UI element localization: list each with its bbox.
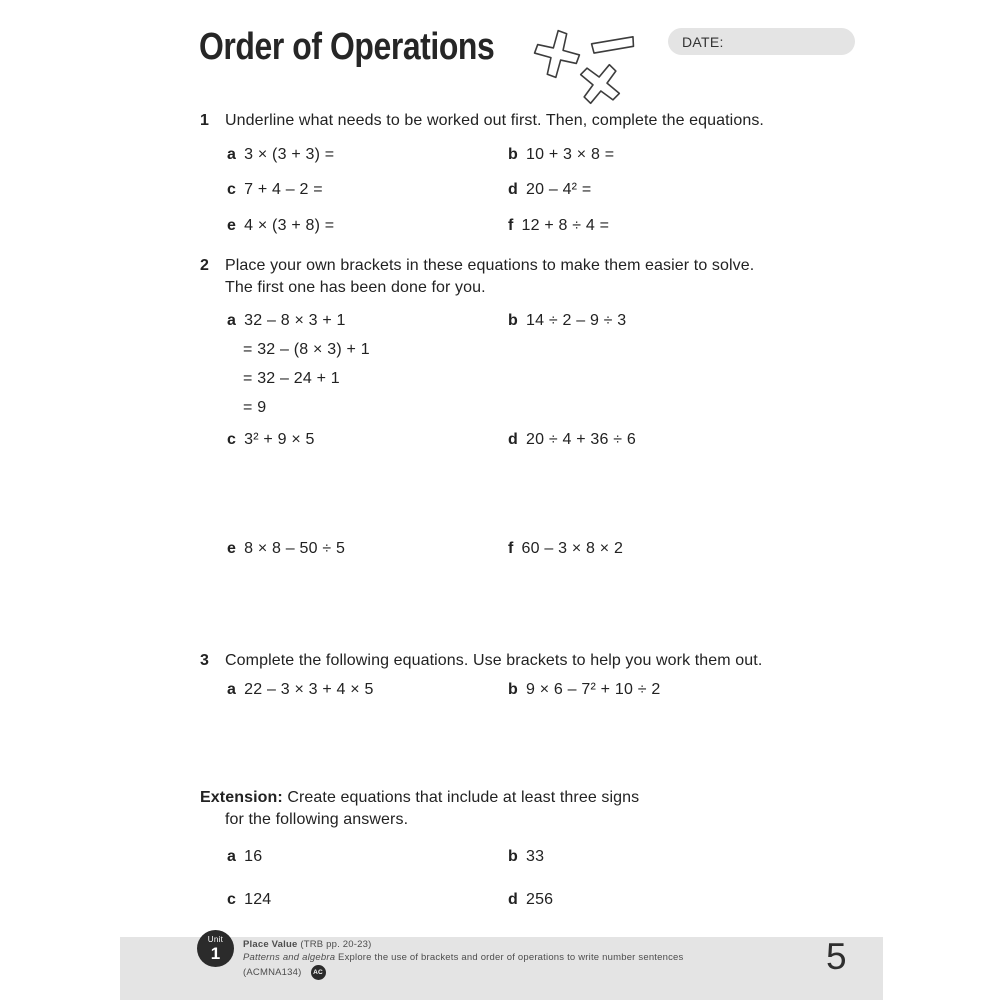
answer-item — [508, 891, 553, 909]
item-label: f — [508, 217, 514, 234]
extension-heading: Extension: — [200, 789, 283, 806]
page-title: Order of Operations — [199, 26, 495, 68]
extension-prompt-line: for the following answers. — [225, 811, 409, 828]
item-text: 22 – 3 × 3 + 4 × 5 — [244, 681, 374, 698]
item-text: 10 + 3 × 8 = — [525, 146, 615, 163]
item-label: f — [508, 540, 514, 557]
footer-strand — [243, 951, 684, 964]
item-text: 8 × 8 – 50 ÷ 5 — [244, 540, 346, 557]
item-text: 4 × (3 + 8) = — [244, 217, 335, 234]
item-label: b — [508, 681, 518, 698]
multiply-icon — [571, 55, 630, 109]
extension-prompt-text: Create equations that include at least three signs — [287, 789, 640, 806]
item-label: e — [227, 540, 237, 557]
item-text: 256 — [525, 891, 554, 908]
item-label: d — [508, 431, 518, 448]
equation-item — [227, 431, 315, 449]
question-prompt-line: Place your own brackets in these equations to make them easier to solve. — [225, 257, 755, 274]
equation-item — [508, 312, 626, 330]
item-label: c — [227, 431, 237, 448]
question-prompt: Complete the following equations. Use brackets to help you work them out. — [225, 652, 763, 669]
equation-item — [508, 540, 623, 558]
item-label: a — [227, 312, 237, 329]
footer-strand-desc: Explore the use of brackets and order of operations to write number sentences — [335, 952, 684, 963]
item-label: a — [227, 848, 237, 865]
item-label: b — [508, 848, 518, 865]
equation-item — [508, 681, 660, 699]
footer-strand-name: Patterns and algebra — [243, 952, 336, 963]
unit-number: 1 — [210, 943, 221, 963]
title-doodles — [523, 14, 653, 114]
equation-item — [508, 217, 609, 235]
equation-item — [227, 181, 323, 199]
ac-badge-icon: AC — [311, 965, 326, 980]
answer-item — [227, 848, 262, 866]
item-text: 14 ÷ 2 – 9 ÷ 3 — [525, 312, 627, 329]
plus-icon — [530, 26, 584, 81]
question-number: 3 — [200, 652, 209, 669]
equation-item — [227, 540, 345, 558]
equation-item — [508, 431, 636, 449]
item-text: 124 — [244, 891, 272, 908]
equation-item — [508, 181, 591, 199]
item-text: 9 × 6 – 7² + 10 ÷ 2 — [525, 681, 661, 698]
item-text: 12 + 8 ÷ 4 = — [521, 217, 610, 234]
date-field — [668, 28, 855, 55]
footer-topic-ref: (TRB pp. 20-23) — [297, 939, 372, 950]
equation-item — [227, 146, 334, 164]
date-label: DATE: — [682, 33, 724, 50]
page-number: 5 — [826, 936, 847, 977]
item-text: 20 – 4² = — [525, 181, 592, 198]
unit-badge — [197, 930, 234, 967]
equation-item — [227, 217, 334, 235]
item-text: 32 – 8 × 3 + 1 — [244, 312, 346, 329]
item-text: 33 — [525, 848, 545, 865]
unit-label: Unit — [207, 934, 224, 944]
answer-item — [227, 891, 271, 909]
worked-step: = 32 – (8 × 3) + 1 — [243, 341, 370, 358]
question-prompt: Underline what needs to be worked out first. Then, complete the equations. — [225, 112, 764, 129]
footer-topic-title: Place Value — [243, 939, 298, 950]
item-text: 7 + 4 – 2 = — [244, 181, 323, 198]
worked-step: = 32 – 24 + 1 — [243, 370, 340, 387]
question-prompt-line: The first one has been done for you. — [225, 279, 486, 296]
item-text: 3 × (3 + 3) = — [244, 146, 335, 163]
equation-item — [508, 146, 614, 164]
item-text: 60 – 3 × 8 × 2 — [521, 540, 624, 557]
item-label: e — [227, 217, 237, 234]
minus-icon — [591, 37, 634, 53]
extension-prompt-line — [200, 789, 639, 807]
item-text: 16 — [244, 848, 263, 865]
footer-text — [243, 938, 684, 980]
item-text: 20 ÷ 4 + 36 ÷ 6 — [525, 431, 636, 448]
item-label: b — [508, 312, 518, 329]
item-label: d — [508, 891, 518, 908]
footer-topic — [243, 938, 684, 951]
item-label: d — [508, 181, 518, 198]
item-label: a — [227, 146, 237, 163]
item-label: b — [508, 146, 518, 163]
equation-item — [227, 681, 374, 699]
equation-item — [227, 312, 346, 330]
item-label: c — [227, 181, 237, 198]
item-label: c — [227, 891, 237, 908]
answer-item — [508, 848, 544, 866]
curriculum-code: (ACMNA134) — [243, 967, 302, 978]
item-label: a — [227, 681, 237, 698]
question-number: 2 — [200, 257, 209, 274]
item-text: 3² + 9 × 5 — [244, 431, 315, 448]
footer-code-row — [243, 965, 684, 980]
worked-step: = 9 — [243, 399, 267, 416]
question-number: 1 — [200, 112, 209, 129]
